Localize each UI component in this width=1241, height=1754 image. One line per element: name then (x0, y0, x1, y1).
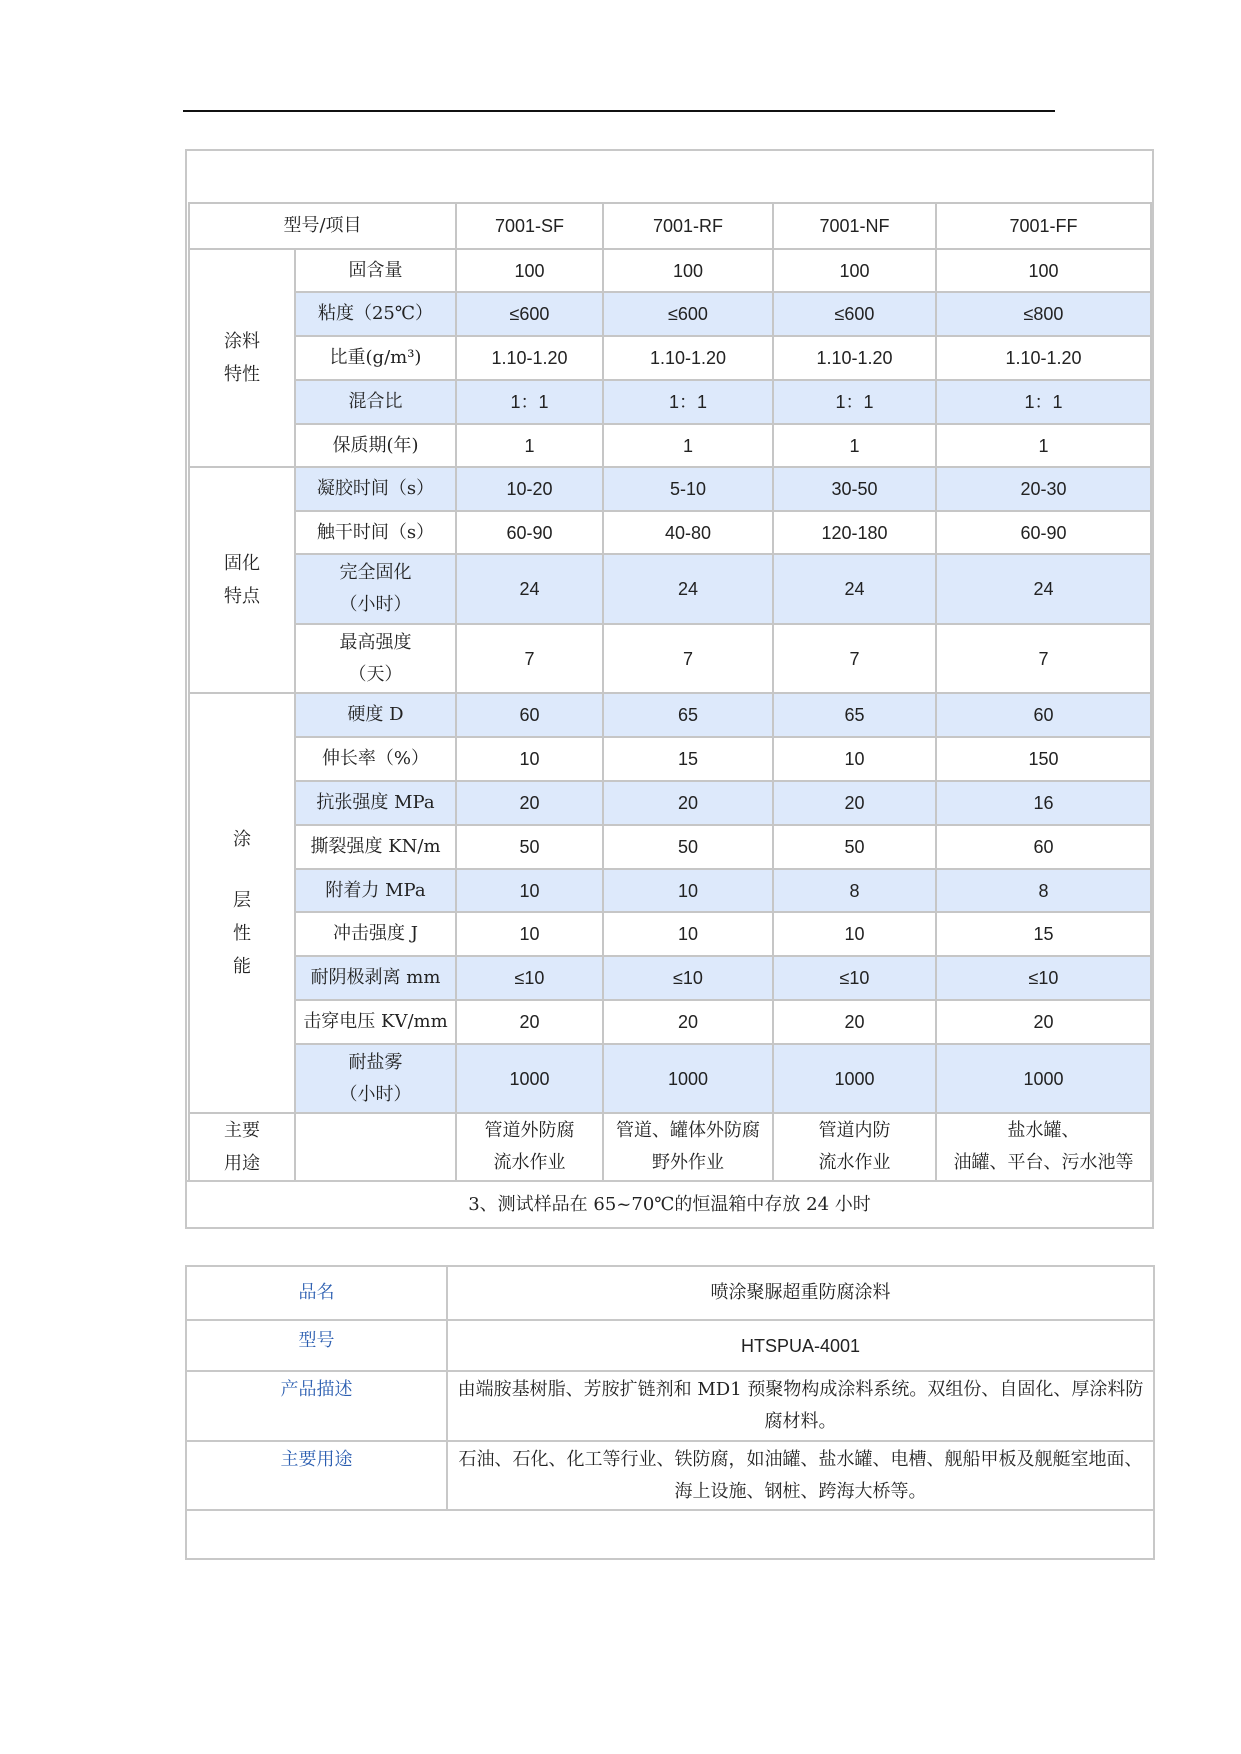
spec-value-cell: 1000 (773, 1044, 936, 1113)
spec-value-cell: 1000 (603, 1044, 773, 1113)
param-label-line: 凝胶时间（s） (316, 478, 435, 499)
spec-value-cell: 10-20 (456, 467, 603, 511)
spec-row (189, 956, 1151, 1000)
spec-value-cell: 20 (456, 781, 603, 825)
spec-value-cell: 20 (936, 1000, 1151, 1044)
spec-value-cell: 10 (773, 737, 936, 781)
spec-value-cell: 65 (773, 693, 936, 737)
usage-value-line: 盐水罐、 (1007, 1120, 1080, 1141)
spec-table (188, 202, 1152, 1182)
spec-value-cell: 20 (456, 1000, 603, 1044)
spec-value-cell: 50 (603, 825, 773, 869)
spec-value-cell: 1 (773, 424, 936, 467)
spec-value-cell: ≤10 (773, 956, 936, 1000)
spec-value-cell: 1.10-1.20 (936, 336, 1151, 380)
spec-value-cell: 30-50 (773, 467, 936, 511)
spec-value-cell: 15 (936, 912, 1151, 956)
spec-row (189, 737, 1151, 781)
spec-param-label (295, 1044, 456, 1113)
spec-value-cell: 40-80 (603, 511, 773, 554)
spec-param-label (295, 825, 456, 869)
spec-param-label (295, 912, 456, 956)
spec-value-cell: 1：1 (936, 380, 1151, 424)
spec-value-cell: 100 (603, 249, 773, 292)
spec-value-cell: ≤600 (773, 292, 936, 336)
spec-value-cell: 100 (936, 249, 1151, 292)
spec-value-cell: 5-10 (603, 467, 773, 511)
spec-value-cell: 50 (456, 825, 603, 869)
spec-param-label (295, 956, 456, 1000)
spec-value-cell: 1：1 (603, 380, 773, 424)
spec-value-cell: 1 (603, 424, 773, 467)
spec-row (189, 1044, 1151, 1113)
spec-param-label (295, 1000, 456, 1044)
spec-value-cell: 1.10-1.20 (603, 336, 773, 380)
param-label-line: 混合比 (348, 391, 403, 412)
param-label-line: 冲击强度 J (333, 923, 418, 944)
usage-value-line: 管道、罐体外防腐 (616, 1120, 760, 1141)
spec-value-cell: 8 (773, 869, 936, 912)
spec-group-name (189, 249, 295, 467)
param-label-line: 伸长率（%） (321, 748, 430, 769)
spec-value-cell: 7 (456, 624, 603, 693)
spec-value-cell: 20 (773, 1000, 936, 1044)
spec-value-cell: 60 (936, 825, 1151, 869)
spec-value-cell: 120-180 (773, 511, 936, 554)
usage-value-line: 管道外防腐 (484, 1120, 575, 1141)
param-label-line: 耐阴极剥离 mm (310, 967, 441, 988)
spec-row (189, 467, 1151, 511)
spec-row (189, 825, 1151, 869)
param-label-line: （天） (348, 663, 403, 685)
spec-row (189, 249, 1151, 292)
spec-value-cell: 24 (936, 554, 1151, 624)
spec-param-label (295, 336, 456, 380)
usage-value-line: 流水作业 (818, 1152, 891, 1173)
spec-row (189, 912, 1151, 956)
usage-value-line: 野外作业 (652, 1152, 724, 1173)
spec-value-cell: 7 (773, 624, 936, 693)
spec-row (189, 693, 1151, 737)
spec-value-cell: 20 (603, 1000, 773, 1044)
spec-param-label (295, 249, 456, 292)
spec-value-cell: 60-90 (936, 511, 1151, 554)
group-name-line: 性 (233, 923, 251, 944)
spec-value-cell: 1.10-1.20 (773, 336, 936, 380)
spec-value-cell: 8 (936, 869, 1151, 912)
spec-value-cell: ≤600 (603, 292, 773, 336)
usage-value-cell (603, 1113, 773, 1181)
spec-value-cell: 60 (936, 693, 1151, 737)
spec-row (189, 336, 1151, 380)
spec-value-cell: 24 (603, 554, 773, 624)
spec-row (189, 624, 1151, 693)
spec-value-cell: 60 (456, 693, 603, 737)
param-label-line: 完全固化 (339, 562, 412, 583)
spec-item-header: 型号/项目 (189, 203, 456, 249)
group-name-line (190, 856, 294, 884)
group-name-line: 固化 (224, 553, 260, 574)
spec-row (189, 554, 1151, 624)
spec-value-cell: 24 (456, 554, 603, 624)
usage-name-line: 用途 (224, 1153, 260, 1174)
product-desc-label: 产品描述 (186, 1371, 447, 1441)
usage-empty-cell (295, 1113, 456, 1181)
spec-usage-row (189, 1113, 1151, 1181)
param-label-line: 抗张强度 MPa (316, 792, 435, 813)
param-label-line: 硬度 D (347, 704, 404, 725)
header-rule (183, 110, 1055, 112)
param-label-line: 保质期(年) (332, 434, 419, 456)
spec-value-cell: 50 (773, 825, 936, 869)
param-label-line: 触干时间（s） (316, 521, 435, 543)
spec-value-cell: 60-90 (456, 511, 603, 554)
spec-value-cell: 10 (456, 737, 603, 781)
spec-value-cell: 24 (773, 554, 936, 624)
group-name-line: 层 (233, 890, 251, 911)
spec-row (189, 511, 1151, 554)
spec-param-label (295, 869, 456, 912)
product-name-value: 喷涂聚脲超重防腐涂料 (447, 1266, 1154, 1320)
spec-value-cell: 20-30 (936, 467, 1151, 511)
usage-value-cell (456, 1113, 603, 1181)
spec-value-cell: 7 (603, 624, 773, 693)
spec-value-cell: 150 (936, 737, 1151, 781)
spec-param-label (295, 554, 456, 624)
group-name-line: 特点 (224, 586, 260, 607)
spec-value-cell: 100 (456, 249, 603, 292)
usage-name-line: 主要 (224, 1120, 260, 1141)
param-label-line: 粘度（25℃） (317, 303, 434, 324)
spec-param-label (295, 511, 456, 554)
model-header: 7001-FF (936, 203, 1151, 249)
spec-value-cell: 16 (936, 781, 1151, 825)
spec-value-cell: 10 (603, 912, 773, 956)
spec-row (189, 1000, 1151, 1044)
param-label-line: 固含量 (348, 259, 403, 281)
spec-value-cell: 1.10-1.20 (456, 336, 603, 380)
spec-row (189, 869, 1151, 912)
product-usage-value: 石油、石化、化工等行业、铁防腐，如油罐、盐水罐、电槽、舰船甲板及舰艇室地面、海上设施、钢桩、跨海大桥等。 (447, 1441, 1154, 1510)
spec-value-cell: ≤600 (456, 292, 603, 336)
spec-group-name (189, 693, 295, 1113)
spec-value-cell: 1 (456, 424, 603, 467)
param-label-line: （小时） (339, 1083, 412, 1105)
spec-value-cell: 15 (603, 737, 773, 781)
product-empty-row (186, 1510, 1154, 1559)
spec-value-cell: 10 (456, 912, 603, 956)
spec-value-cell: 1000 (936, 1044, 1151, 1113)
usage-value-line: 流水作业 (493, 1152, 566, 1173)
spec-value-cell: 100 (773, 249, 936, 292)
group-name-line: 涂 (233, 829, 251, 850)
usage-value-cell (936, 1113, 1151, 1181)
spec-param-label (295, 693, 456, 737)
spec-value-cell: ≤10 (456, 956, 603, 1000)
spec-value-cell: ≤10 (603, 956, 773, 1000)
spec-group-name (189, 467, 295, 693)
spec-value-cell: 1：1 (456, 380, 603, 424)
spec-value-cell: ≤10 (936, 956, 1151, 1000)
spec-row (189, 781, 1151, 825)
param-label-line: 最高强度 (339, 631, 412, 653)
spec-row (189, 424, 1151, 467)
spec-param-label (295, 624, 456, 693)
param-label-line: 耐盐雾 (348, 1051, 403, 1073)
model-header: 7001-NF (773, 203, 936, 249)
spec-param-label (295, 467, 456, 511)
spec-value-cell: 1 (936, 424, 1151, 467)
group-name-line: 特性 (224, 364, 260, 385)
usage-value-line: 油罐、平台、污水池等 (953, 1152, 1134, 1173)
spec-value-cell: ≤800 (936, 292, 1151, 336)
product-name-label: 品名 (186, 1266, 447, 1320)
spec-value-cell: 10 (603, 869, 773, 912)
usage-value-line: 管道内防 (818, 1120, 891, 1141)
product-model-value: HTSPUA-4001 (447, 1320, 1154, 1371)
spec-param-label (295, 424, 456, 467)
model-header: 7001-RF (603, 203, 773, 249)
param-label-line: 附着力 MPa (325, 879, 426, 901)
spec-param-label (295, 781, 456, 825)
spec-param-label (295, 737, 456, 781)
param-label-line: 击穿电压 KV/mm (303, 1011, 448, 1032)
spec-value-cell: 10 (773, 912, 936, 956)
usage-group-name (189, 1113, 295, 1181)
spec-value-cell: 1：1 (773, 380, 936, 424)
spec-row (189, 380, 1151, 424)
spec-param-label (295, 292, 456, 336)
spec-value-cell: 20 (773, 781, 936, 825)
product-model-label: 型号 (186, 1320, 447, 1371)
spec-value-cell: 10 (456, 869, 603, 912)
product-usage-label: 主要用途 (186, 1441, 447, 1510)
spec-value-cell: 7 (936, 624, 1151, 693)
product-desc-value: 由端胺基树脂、芳胺扩链剂和 MD1 预聚物构成涂料系统。双组份、自固化、厚涂料防腐材料。 (447, 1371, 1154, 1441)
group-name-line: 能 (233, 956, 251, 977)
param-label-line: （小时） (339, 594, 412, 615)
spec-param-label (295, 380, 456, 424)
spec-value-cell: 65 (603, 693, 773, 737)
model-header: 7001-SF (456, 203, 603, 249)
spec-row (189, 292, 1151, 336)
test-note: 3、测试样品在 65~70℃的恒温箱中存放 24 小时 (187, 1180, 1152, 1227)
group-name-line: 涂料 (224, 331, 260, 352)
spec-header-row (189, 203, 1151, 249)
spec-value-cell: 20 (603, 781, 773, 825)
param-label-line: 撕裂强度 KN/m (310, 836, 441, 857)
usage-value-cell (773, 1113, 936, 1181)
product-table (185, 1265, 1155, 1560)
spec-value-cell: 1000 (456, 1044, 603, 1113)
param-label-line: 比重(g/m³) (329, 347, 422, 368)
